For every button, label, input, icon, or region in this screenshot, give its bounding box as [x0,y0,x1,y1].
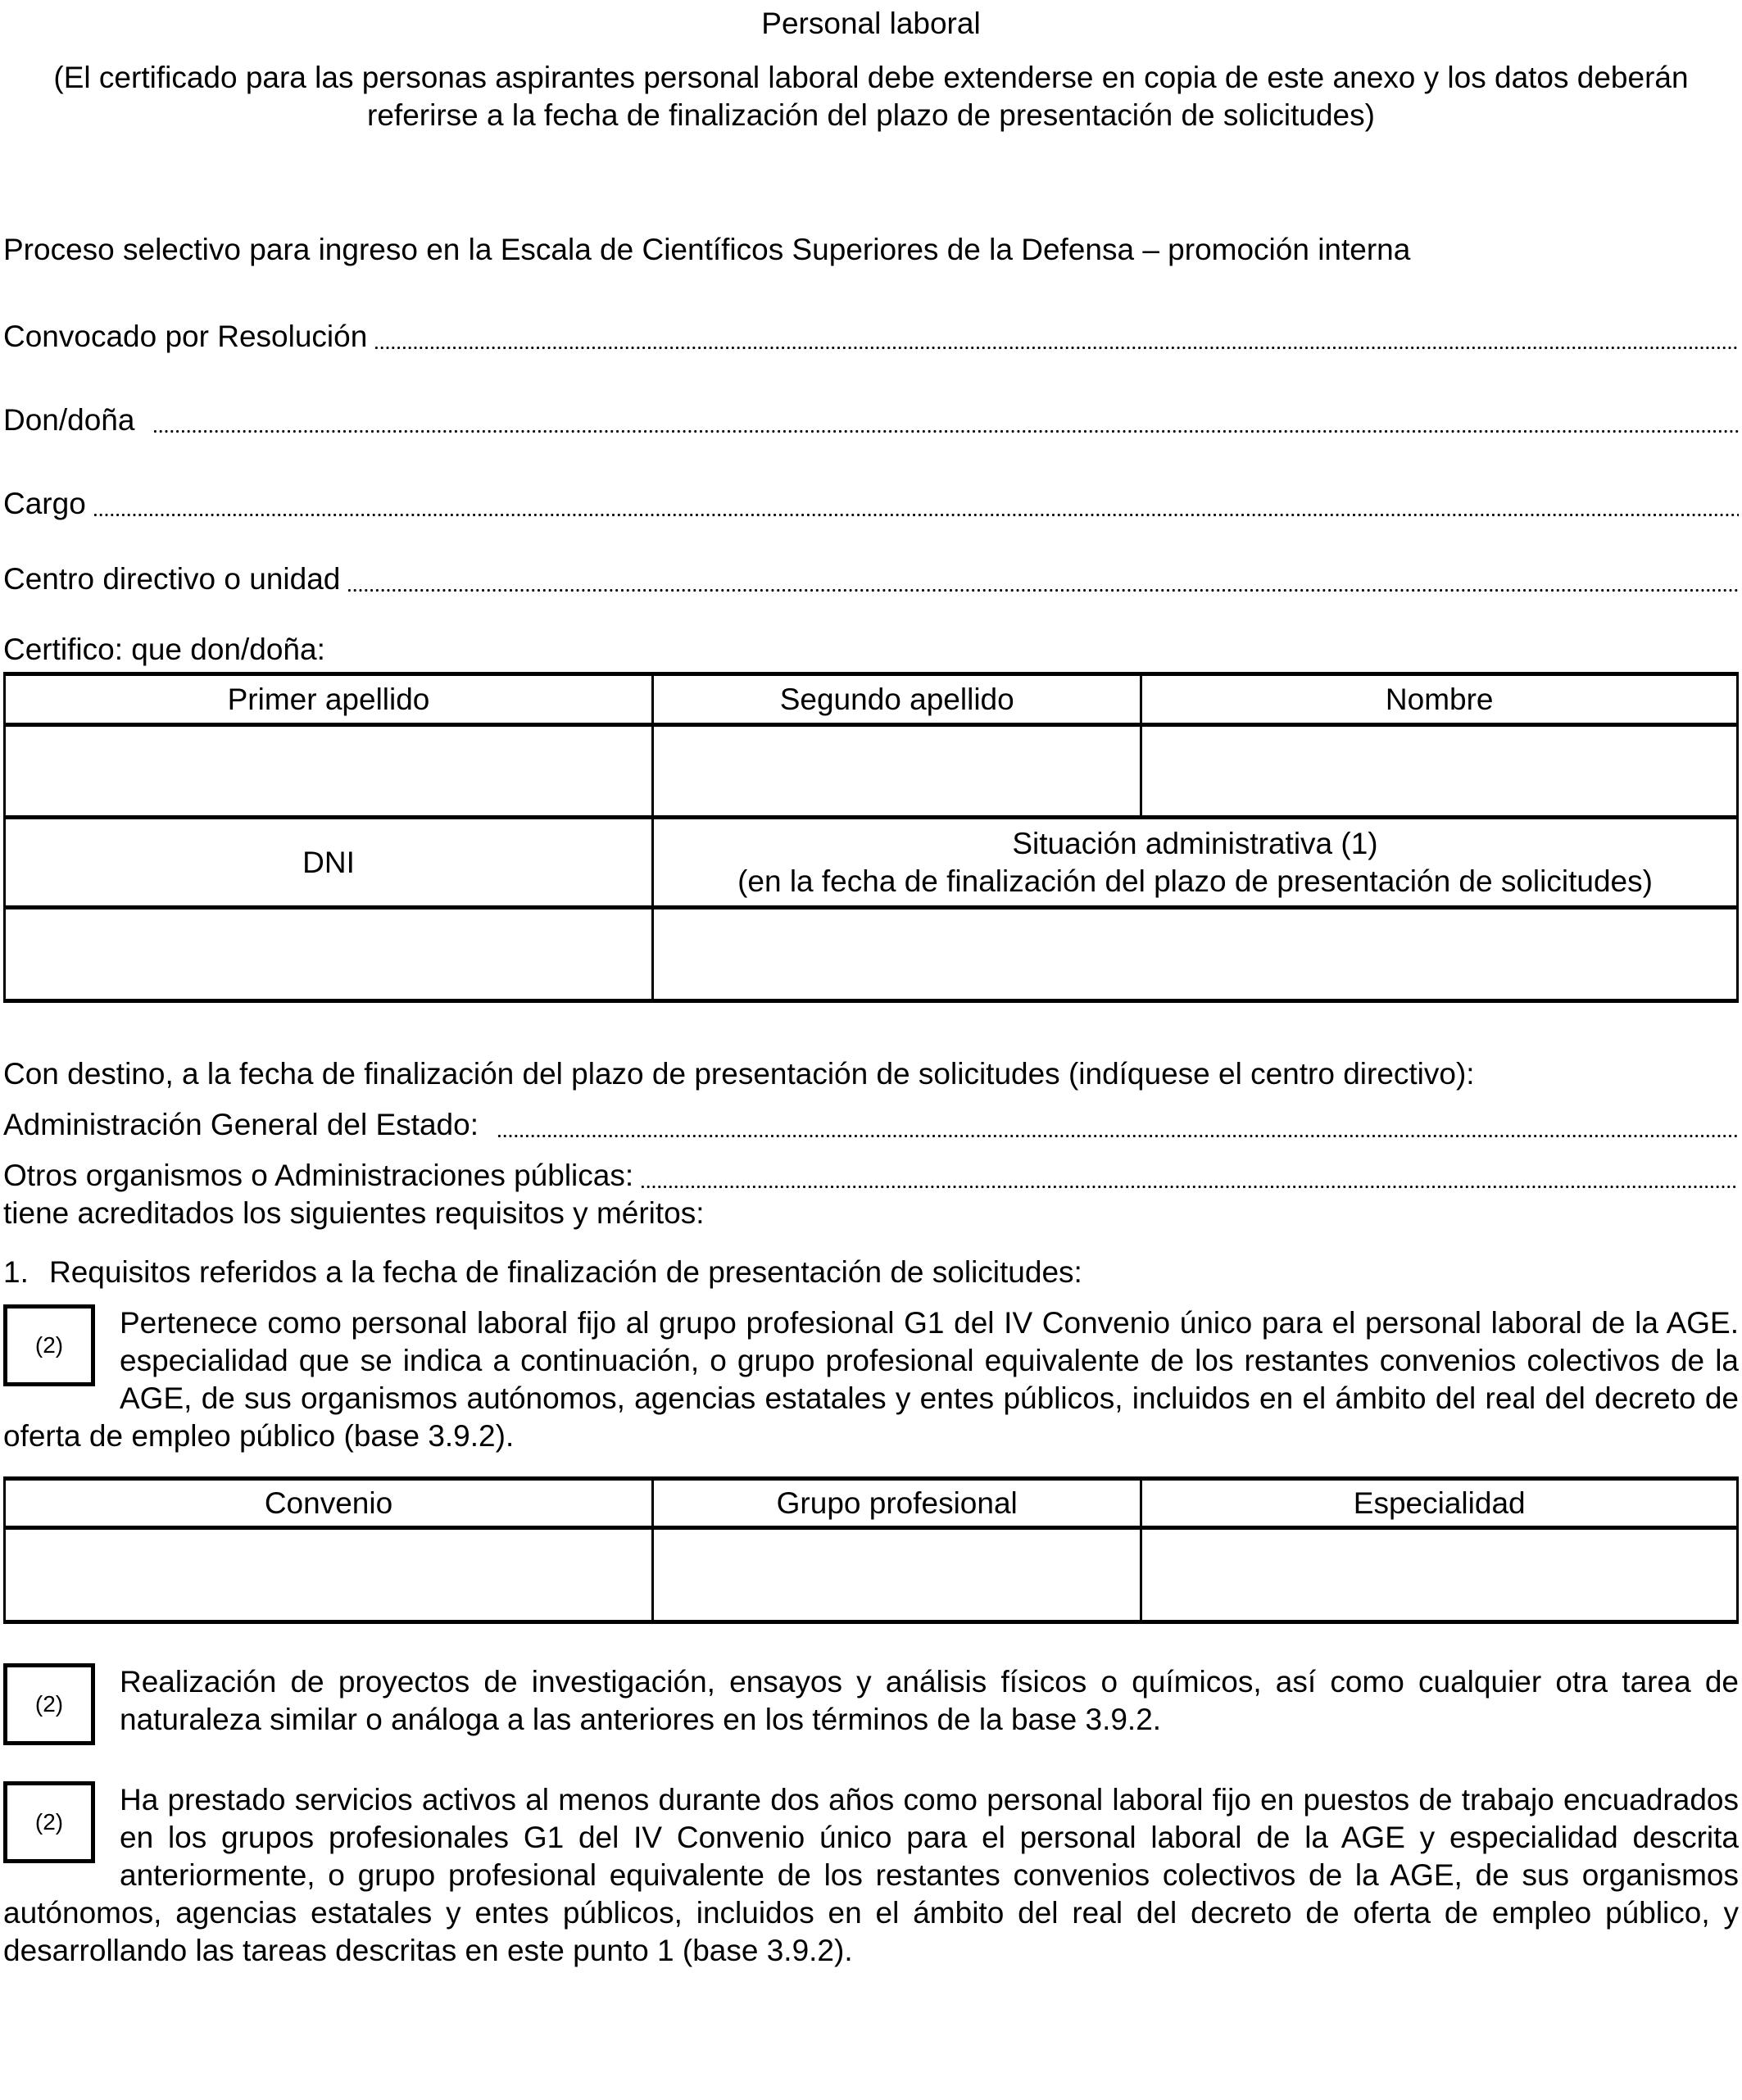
situacion-input-cell[interactable] [653,908,1738,1001]
identity-table-header-row [5,674,1738,725]
requisito-item-realizacion [3,1663,1739,1755]
segundo-apellido-input-cell[interactable] [653,725,1141,818]
especialidad-input-cell[interactable] [1141,1528,1738,1622]
header-dni: DNI [5,818,653,908]
header-convenio: Convenio [5,1479,653,1528]
situacion-header-line1: Situación administrativa (1) [1012,826,1378,860]
requisito-item-pertenece [3,1304,1739,1455]
requisito-servicios-checkbox[interactable] [3,1781,95,1863]
convenio-input-cell[interactable] [5,1528,653,1622]
checkbox-footnote-label: (2) [34,1332,64,1358]
requisitos-heading-text: Requisitos referidos a la fecha de finalización de presentación de solicitudes: [49,1255,1082,1289]
dni-situacion-value-row [5,908,1738,1001]
field-cargo-fill[interactable] [93,511,1739,519]
header-grupo-profesional: Grupo profesional [653,1479,1141,1528]
identity-table [3,672,1739,1003]
process-description: Proceso selectivo para ingreso en la Escala de Científicos Superiores de la Defensa – promoción interna [3,233,1411,266]
convenio-table-value-row [5,1528,1738,1622]
certifico-line: Certifico: que don/doña: [3,633,325,666]
page-subtitle: (El certificado para las personas aspirantes personal laboral debe extenderse en copia de este anexo y los datos deberán referirse a la fecha de finalización del plazo de presentación de solicitudes) [53,61,1689,132]
requisito-realizacion-checkbox[interactable] [3,1663,95,1745]
field-cargo-label: Cargo [3,487,86,520]
field-convocado-label: Convocado por Resolución [3,320,368,353]
requisito-realizacion-text: Realización de proyectos de investigación, ensayos y análisis físicos o químicos, así como cualquier otra tarea de naturaleza similar o análoga a las anteriores en los términos de la base 3.9.2. [120,1665,1739,1736]
situacion-header-line2: (en la fecha de finalización del plazo de presentación de solicitudes) [737,864,1653,898]
field-centro-directivo-fill[interactable] [347,587,1739,594]
header-segundo-apellido: Segundo apellido [653,674,1141,725]
header-nombre: Nombre [1141,674,1738,725]
requisito-item-servicios [3,1781,1739,1970]
requisito-pertenece-checkbox[interactable] [3,1304,95,1386]
requisito-servicios-text: Ha prestado servicios activos al menos durante dos años como personal laboral fijo en puestos de trabajo encuadrados en los grupos profesionales G1 del IV Convenio único para el personal laboral de la AGE y especialidad descrita anteriormente, o grupo profesional equivalente de los restantes convenios colectivos de la AGE, de sus organismos autónomos, agencias estatales y entes públicos, incluidos en el ámbito del real del decreto de oferta de empleo público, y desarrollando las tareas descritas en este punto 1 (base 3.9.2). [3,1783,1739,1967]
field-don-dona-label: Don/doña [3,403,135,437]
field-cargo [3,485,1739,523]
field-convocado [3,318,1739,356]
field-otros-organismos-fill[interactable] [640,1183,1739,1191]
tiene-acreditados-line: tiene acreditados los siguientes requisitos y méritos: [3,1196,705,1230]
dni-input-cell[interactable] [5,908,653,1001]
convenio-table [3,1476,1739,1624]
checkbox-footnote-label: (2) [34,1809,64,1835]
grupo-profesional-input-cell[interactable] [653,1528,1141,1622]
requisito-pertenece-text: Pertenece como personal laboral fijo al grupo profesional G1 del IV Convenio único para el personal laboral de la AGE. especialidad que se indica a continuación, o grupo profesional equivalente de los restantes convenios colectivos de la AGE, de sus organismos autónomos, agencias estatales y entes públicos, incluidos en el ámbito del real del decreto de oferta de empleo público (base 3.9.2). [3,1306,1739,1453]
header-situacion-administrativa [653,818,1738,908]
field-administracion-general-label: Administración General del Estado: [3,1108,479,1141]
primer-apellido-input-cell[interactable] [5,725,653,818]
field-centro-directivo [3,560,1739,598]
identity-table-value-row [5,725,1738,818]
field-don-dona-fill[interactable] [152,428,1739,435]
header-primer-apellido: Primer apellido [5,674,653,725]
requisitos-number: 1. [3,1255,29,1289]
header-especialidad: Especialidad [1141,1479,1738,1528]
field-administracion-general [3,1106,1739,1144]
field-convocado-fill[interactable] [374,344,1739,352]
field-otros-organismos [3,1157,1739,1195]
requisitos-section-heading [3,1254,1739,1291]
convenio-table-header-row [5,1479,1738,1528]
field-administracion-general-fill[interactable] [497,1132,1739,1140]
page-title: Personal laboral [761,7,981,40]
nombre-input-cell[interactable] [1141,725,1738,818]
field-otros-organismos-label: Otros organismos o Administraciones públicas: [3,1159,634,1192]
field-centro-directivo-label: Centro directivo o unidad [3,562,341,596]
checkbox-footnote-label: (2) [34,1691,64,1717]
dni-situacion-header-row [5,818,1738,908]
field-don-dona [3,401,1739,439]
destination-heading: Con destino, a la fecha de finalización del plazo de presentación de solicitudes (indíquese el centro directivo): [3,1057,1475,1091]
